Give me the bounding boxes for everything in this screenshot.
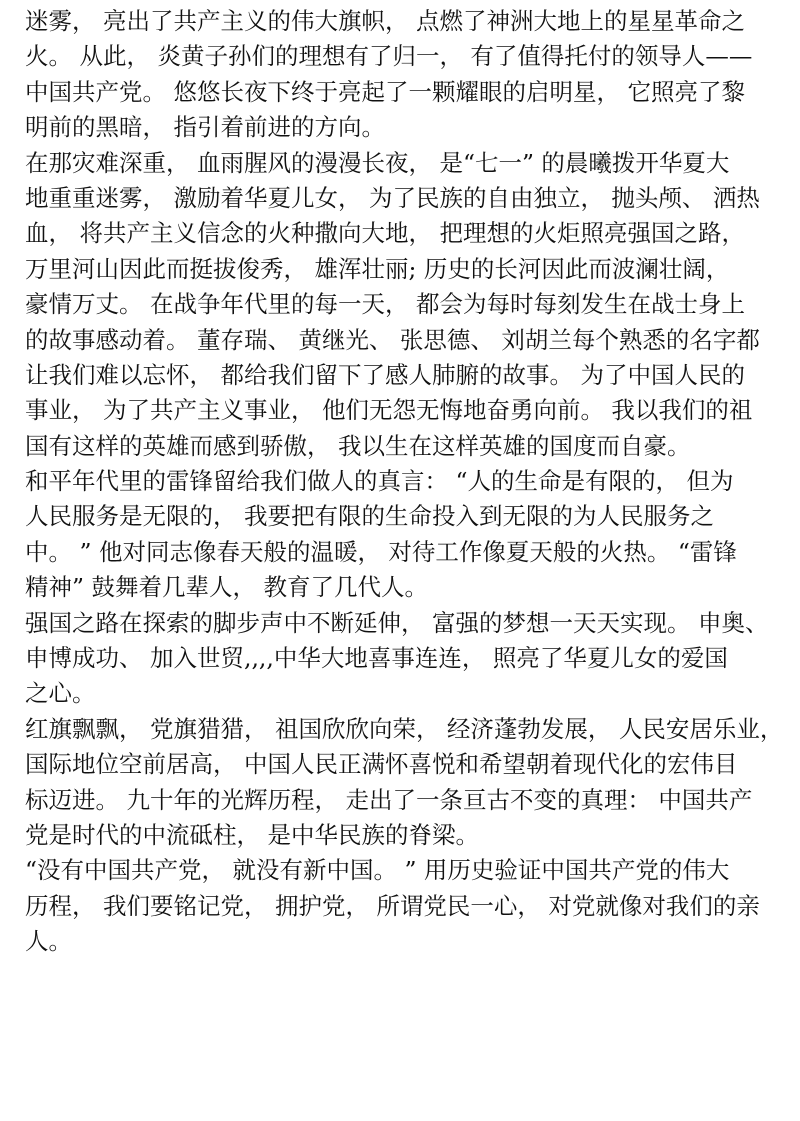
text-line: 申博成功、 加入世贸,,,,中华大地喜事连连， 照亮了华夏儿女的爱国 <box>25 644 728 673</box>
text-line: 的故事感动着。 董存瑞、 黄继光、 张思德、 刘胡兰每个熟悉的名字都 <box>25 325 760 354</box>
text-line: “没有中国共产党， 就没有新中国。 ” 用历史验证中国共产党的伟大 <box>25 856 730 885</box>
text-line: 历程， 我们要铭记党， 拥护党， 所谓党民一心， 对党就像对我们的亲 <box>25 891 760 920</box>
text-line: 标迈进。 九十年的光辉历程， 走出了一条亘古不变的真理： 中国共产 <box>25 785 753 814</box>
text-line: 人。 <box>25 927 72 956</box>
text-line: 和平年代里的雷锋留给我们做人的真言： “人的生命是有限的， 但为 <box>25 467 734 496</box>
text-line: 国有这样的英雄而感到骄傲， 我以生在这样英雄的国度而自豪。 <box>25 431 691 460</box>
text-line: 万里河山因此而挺拔俊秀， 雄浑壮丽; 历史的长河因此而波澜壮阔， <box>25 254 730 283</box>
text-line: 人民服务是无限的， 我要把有限的生命投入到无限的为人民服务之 <box>25 502 714 531</box>
text-line: 迷雾， 亮出了共产主义的伟大旗帜， 点燃了神洲大地上的星星革命之 <box>25 7 745 35</box>
text-line: 精神” 鼓舞着几辈人， 教育了几代人。 <box>25 573 428 602</box>
text-line: 中。 ” 他对同志像春天般的温暖， 对待工作像夏天般的火热。 “雷锋 <box>25 537 737 566</box>
text-line: 在那灾难深重， 血雨腥风的漫漫长夜， 是“七一” 的晨曦拨开华夏大 <box>25 148 730 177</box>
text-line: 党是时代的中流砥柱， 是中华民族的脊梁。 <box>25 820 479 849</box>
text-line: 红旗飘飘， 党旗猎猎， 祖国欣欣向荣， 经济蓬勃发展， 人民安居乐业， <box>25 714 784 743</box>
text-line: 事业， 为了共产主义事业， 他们无怨无悔地奋勇向前。 我以我们的祖 <box>25 396 753 425</box>
text-line: 明前的黑暗， 指引着前进的方向。 <box>25 113 385 142</box>
text-line: 让我们难以忘怀， 都给我们留下了感人肺腑的故事。 为了中国人民的 <box>25 360 745 389</box>
document-body <box>25 4 785 960</box>
text-line: 之心。 <box>25 679 96 708</box>
text-line: 国际地位空前居高， 中国人民正满怀喜悦和希望朝着现代化的宏伟目 <box>25 750 738 779</box>
text-line: 中国共产党。 悠悠长夜下终于亮起了一颗耀眼的启明星， 它照亮了黎 <box>25 77 745 106</box>
text-line: 血， 将共产主义信念的火种撒向大地， 把理想的火炬照亮强国之路， <box>25 219 745 248</box>
text-line: 豪情万丈。 在战争年代里的每一天， 都会为每时每刻发生在战士身上 <box>25 290 745 319</box>
text-line: 强国之路在探索的脚步声中不断延伸， 富强的梦想一天天实现。 申奥、 <box>25 608 769 637</box>
text-line: 火。 从此， 炎黄子孙们的理想有了归一， 有了值得托付的领导人—— <box>25 42 753 71</box>
text-line: 地重重迷雾， 激励着华夏儿女， 为了民族的自由独立， 抛头颅、 洒热 <box>25 183 760 212</box>
